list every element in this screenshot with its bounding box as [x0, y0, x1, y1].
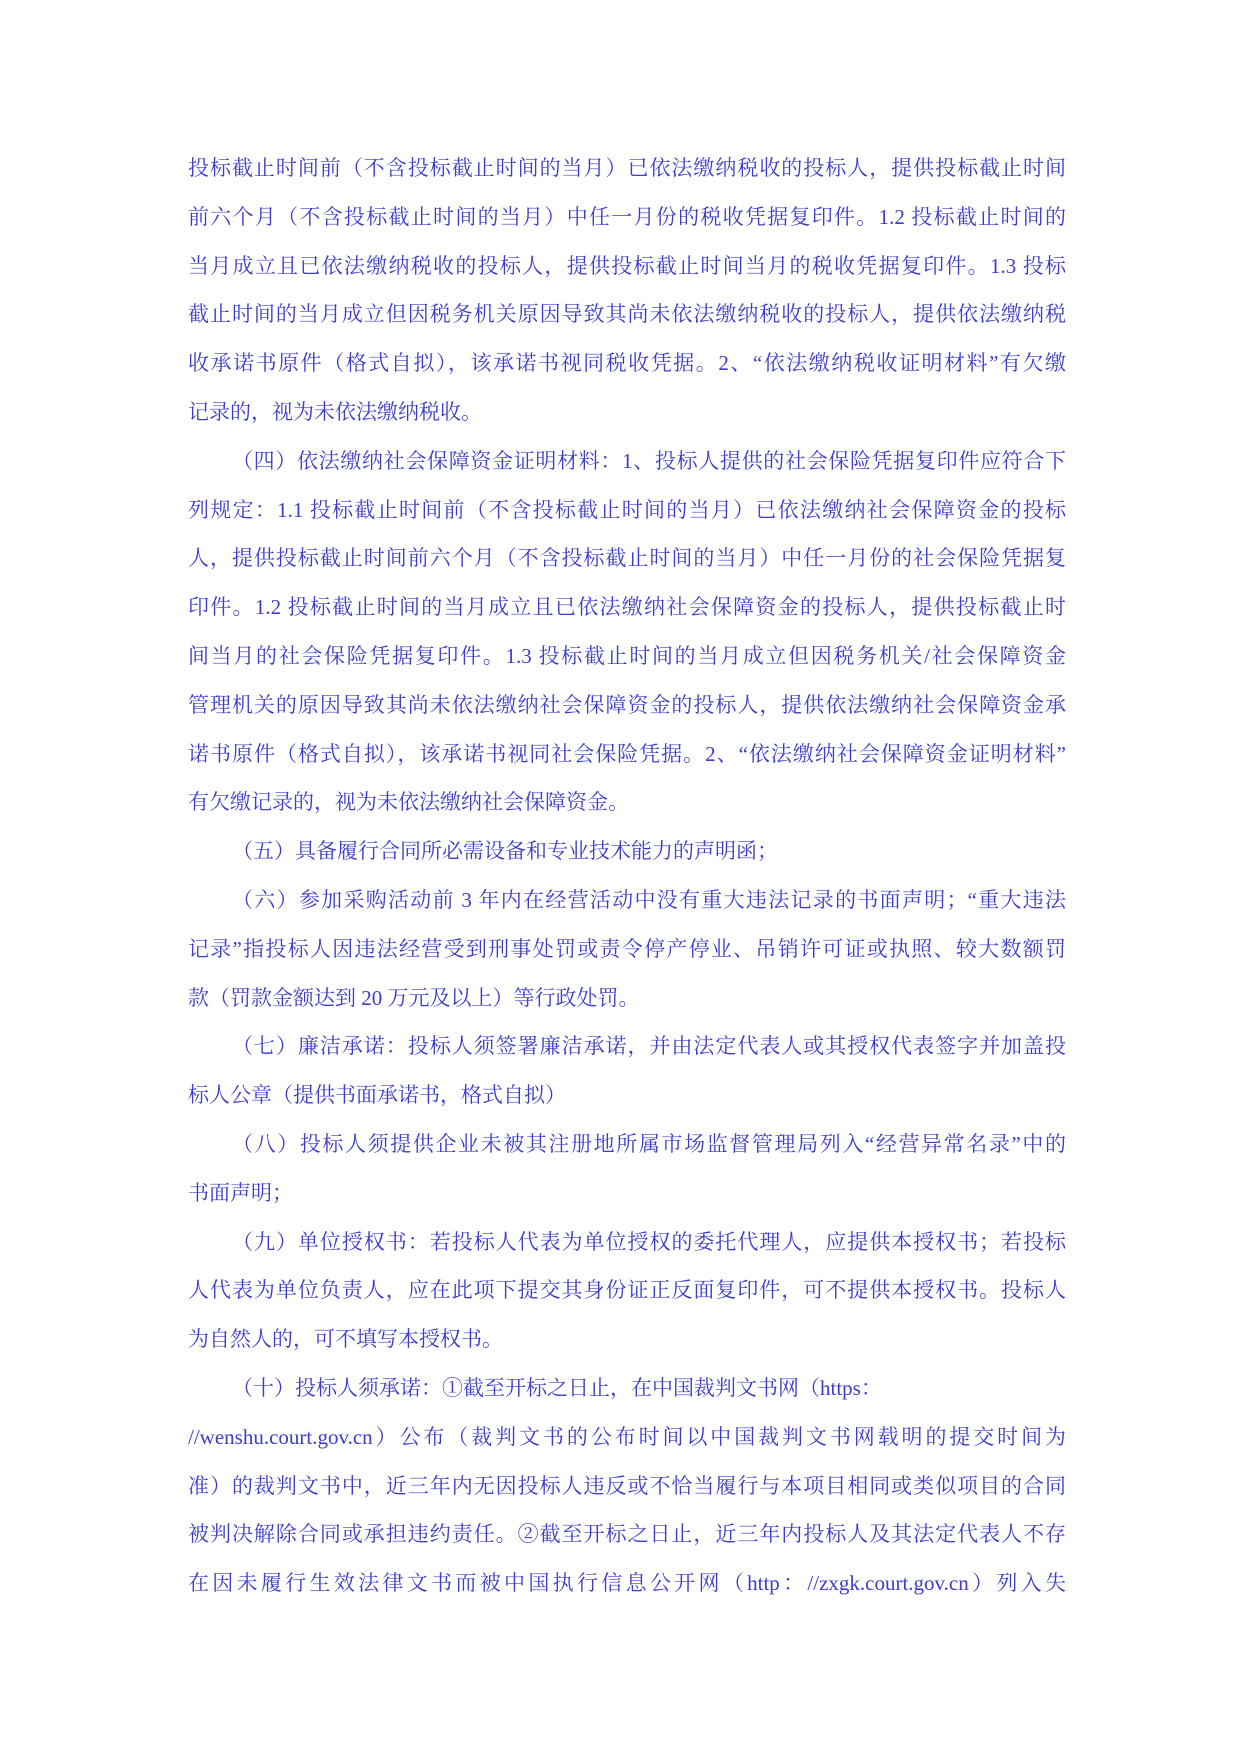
- document-text-line: 诺书原件（格式自拟），该承诺书视同社会保险凭据。2、“依法缴纳社会保障资金证明材料”: [188, 741, 1066, 766]
- document-text-line: （四）依法缴纳社会保障资金证明材料：1、投标人提供的社会保险凭据复印件应符合下: [232, 448, 1066, 473]
- document-text-line: 被判决解除合同或承担违约责任。②截至开标之日止，近三年内投标人及其法定代表人不存: [188, 1522, 1066, 1547]
- document-text-line: 当月成立且已依法缴纳税收的投标人，提供投标截止时间当月的税收凭据复印件。1.3 投标: [188, 253, 1066, 278]
- document-text-line: 为自然人的，可不填写本授权书。: [188, 1327, 503, 1352]
- document-text-line: （九）单位授权书：若投标人代表为单位授权的委托代理人，应提供本授权书；若投标: [232, 1229, 1066, 1254]
- document-text-line: 前六个月（不含投标截止时间的当月）中任一月份的税收凭据复印件。1.2 投标截止时间的: [188, 204, 1066, 229]
- document-text-line: 印件。1.2 投标截止时间的当月成立且已依法缴纳社会保障资金的投标人，提供投标截止时: [188, 595, 1066, 620]
- document-text-line: 标人公章（提供书面承诺书，格式自拟）: [188, 1083, 566, 1108]
- document-text-line: （七）廉洁承诺：投标人须签署廉洁承诺，并由法定代表人或其授权代表签字并加盖投: [232, 1034, 1066, 1059]
- document-text-line: 截止时间的当月成立但因税务机关原因导致其尚未依法缴纳税收的投标人，提供依法缴纳税: [188, 302, 1066, 327]
- document-text-line: 在因未履行生效法律文书而被中国执行信息公开网（http：//zxgk.court.gov.cn）列入失: [188, 1571, 1066, 1596]
- document-text-line: 记录的，视为未依法缴纳税收。: [188, 399, 482, 424]
- document-text-line: （六）参加采购活动前 3 年内在经营活动中没有重大违法记录的书面声明；“重大违法: [232, 887, 1066, 912]
- document-text-line: 人代表为单位负责人，应在此项下提交其身份证正反面复印件，可不提供本授权书。投标人: [188, 1278, 1066, 1303]
- document-text-line: （五）具备履行合同所必需设备和专业技术能力的声明函；: [232, 839, 778, 864]
- document-text-block: [188, 144, 1066, 1608]
- document-text-line: 记录”指投标人因违法经营受到刑事处罚或责令停产停业、吊销许可证或执照、较大数额罚: [188, 936, 1066, 961]
- document-text-line: （十）投标人须承诺：①截至开标之日止，在中国裁判文书网（https：: [232, 1375, 882, 1400]
- document-text-line: 准）的裁判文书中，近三年内无因投标人违反或不恰当履行与本项目相同或类似项目的合同: [188, 1473, 1066, 1498]
- document-text-line: 收承诺书原件（格式自拟），该承诺书视同税收凭据。2、“依法缴纳税收证明材料”有欠缴: [188, 351, 1066, 376]
- document-text-line: 款（罚款金额达到 20 万元及以上）等行政处罚。: [188, 985, 640, 1010]
- document-text-line: 间当月的社会保险凭据复印件。1.3 投标截止时间的当月成立但因税务机关/社会保障资金: [188, 643, 1066, 668]
- document-text-line: （八）投标人须提供企业未被其注册地所属市场监督管理局列入“经营异常名录”中的: [232, 1131, 1066, 1156]
- document-text-line: 投标截止时间前（不含投标截止时间的当月）已依法缴纳税收的投标人，提供投标截止时间: [188, 156, 1066, 180]
- document-text-line: 人，提供投标截止时间前六个月（不含投标截止时间的当月）中任一月份的社会保险凭据复: [188, 546, 1066, 571]
- document-text-line: 列规定：1.1 投标截止时间前（不含投标截止时间的当月）已依法缴纳社会保障资金的投标: [188, 497, 1066, 522]
- document-text-line: 管理机关的原因导致其尚未依法缴纳社会保障资金的投标人，提供依法缴纳社会保障资金承: [188, 692, 1066, 717]
- document-text-line: 书面声明；: [188, 1180, 293, 1205]
- document-text-line: 有欠缴记录的，视为未依法缴纳社会保障资金。: [188, 790, 629, 815]
- document-text-line: //wenshu.court.gov.cn）公布（裁判文书的公布时间以中国裁判文书网载明的提交时间为: [188, 1424, 1066, 1449]
